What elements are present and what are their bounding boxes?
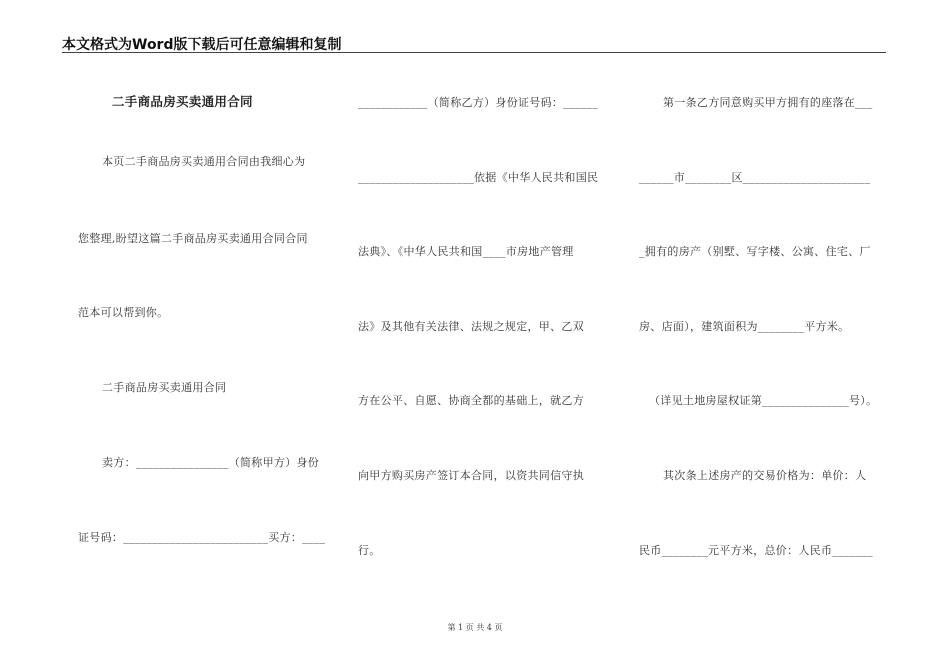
document-title: 二手商品房买卖通用合同	[112, 94, 253, 109]
text-line: 法》及其他有关法律、法规之规定，甲、乙双	[358, 320, 584, 333]
page-header: 本文格式为Word版下载后可任意编辑和复制	[62, 37, 342, 53]
text-line: 法典》、《中华人民共和国____市房地产管理	[358, 245, 574, 258]
text-line: 民币________元平方米，总价：人民币_______	[639, 544, 873, 557]
text-line: _拥有的房产（别墅、写字楼、公寓、住宅、厂	[639, 245, 871, 258]
text-line: 您整理,盼望这篇二手商品房买卖通用合同合同	[78, 232, 308, 245]
text-line: 第一条乙方同意购买甲方拥有的座落在___	[663, 96, 873, 109]
text-line: 方在公平、自愿、协商全都的基础上，就乙方	[358, 394, 584, 407]
header-rule	[62, 52, 886, 53]
text-line: 证号码：_________________________买方：____	[78, 531, 326, 544]
text-line: ______市________区______________________	[639, 171, 871, 184]
text-line: 本页二手商品房买卖通用合同由我细心为	[102, 155, 306, 168]
text-line: 范本可以帮到你。	[78, 306, 169, 319]
text-line: ____________（简称乙方）身份证号码：______	[358, 96, 598, 109]
page-footer: 第 1 页 共 4 页	[447, 623, 503, 632]
text-line: 二手商品房买卖通用合同	[102, 381, 227, 394]
text-line: 行。	[358, 544, 381, 557]
text-line: （详见土地房屋权证第_______________号）。	[649, 394, 878, 407]
text-line: 其次条上述房产的交易价格为：单价：人	[663, 469, 867, 482]
text-line: 卖方：________________（简称甲方）身份	[102, 456, 320, 469]
text-line: ____________________依据《中华人民共和国民	[358, 171, 599, 184]
text-line: 房、店面），建筑面积为________平方米。	[639, 320, 850, 333]
text-line: 向甲方购买房产签订本合同，以资共同信守执	[358, 469, 584, 482]
